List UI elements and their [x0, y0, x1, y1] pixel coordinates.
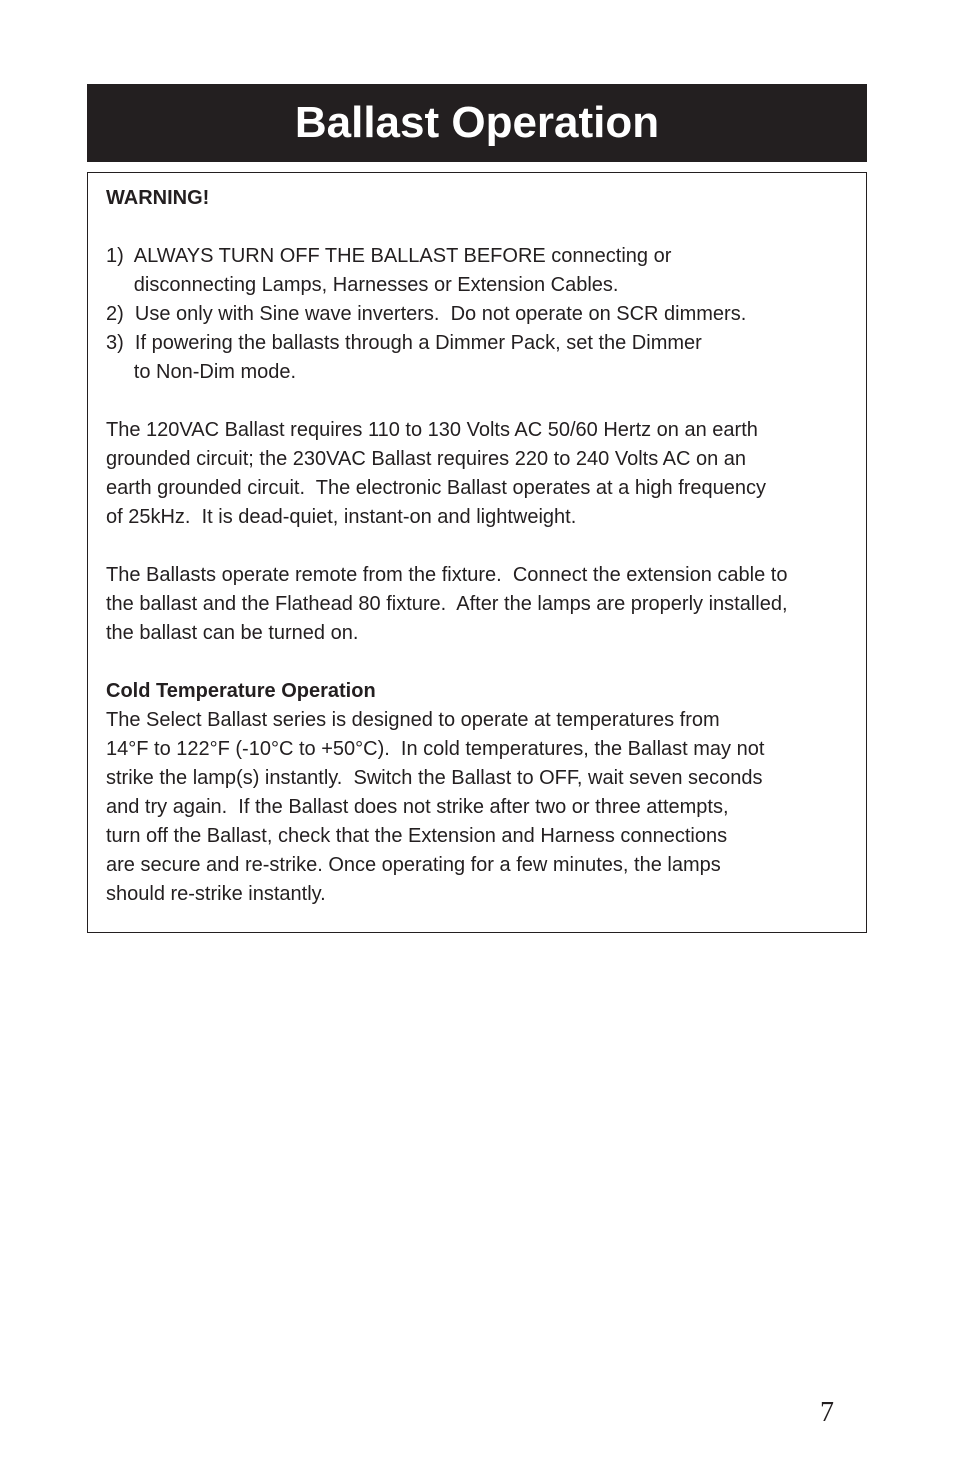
content-body [106, 184, 856, 909]
spacer [106, 387, 856, 416]
warning-list [106, 242, 856, 387]
remote-line-1: The Ballasts operate remote from the fixture. Connect the extension cable to [106, 564, 788, 586]
cold-line-2: 14°F to 122°F (-10°C to +50°C). In cold temperatures, the Ballast may not [106, 738, 765, 760]
power-line-4: of 25kHz. It is dead-quiet, instant-on and lightweight. [106, 506, 577, 528]
warning-item-2-line-1: 2) Use only with Sine wave inverters. Do not operate on SCR dimmers. [106, 303, 747, 325]
cold-line-1: The Select Ballast series is designed to operate at temperatures from [106, 709, 720, 731]
cold-line-4: and try again. If the Ballast does not strike after two or three attempts, [106, 796, 729, 818]
remote-paragraph [106, 561, 856, 648]
cold-line-5: turn off the Ballast, check that the Extension and Harness connections [106, 825, 728, 847]
cold-temperature-section [106, 677, 856, 909]
page-title: Ballast Operation [294, 98, 660, 147]
spacer [106, 213, 856, 242]
spacer [106, 532, 856, 561]
page-number: 7 [820, 1397, 834, 1428]
power-line-2: grounded circuit; the 230VAC Ballast requires 220 to 240 Volts AC on an [106, 448, 747, 470]
power-paragraph [106, 416, 856, 532]
remote-line-3: the ballast can be turned on. [106, 622, 359, 644]
cold-line-3: strike the lamp(s) instantly. Switch the Ballast to OFF, wait seven seconds [106, 767, 763, 789]
spacer [106, 648, 856, 677]
title-bar [87, 84, 867, 162]
warning-item-3-line-2: to Non-Dim mode. [106, 361, 297, 383]
warning-heading: WARNING! [106, 187, 210, 209]
cold-line-6: are secure and re-strike. Once operating for a few minutes, the lamps [106, 854, 721, 876]
power-line-3: earth grounded circuit. The electronic Ballast operates at a high frequency [106, 477, 767, 499]
remote-line-2: the ballast and the Flathead 80 fixture. After the lamps are properly installed, [106, 593, 788, 615]
cold-temperature-heading: Cold Temperature Operation [106, 680, 376, 702]
warning-item-1-line-1: 1) ALWAYS TURN OFF THE BALLAST BEFORE connecting or [106, 245, 672, 267]
warning-item-1-line-2: disconnecting Lamps, Harnesses or Extension Cables. [106, 274, 619, 296]
power-line-1: The 120VAC Ballast requires 110 to 130 Volts AC 50/60 Hertz on an earth [106, 419, 758, 441]
cold-line-7: should re-strike instantly. [106, 883, 326, 905]
content-box [87, 172, 867, 933]
warning-item-3-line-1: 3) If powering the ballasts through a Dimmer Pack, set the Dimmer [106, 332, 702, 354]
